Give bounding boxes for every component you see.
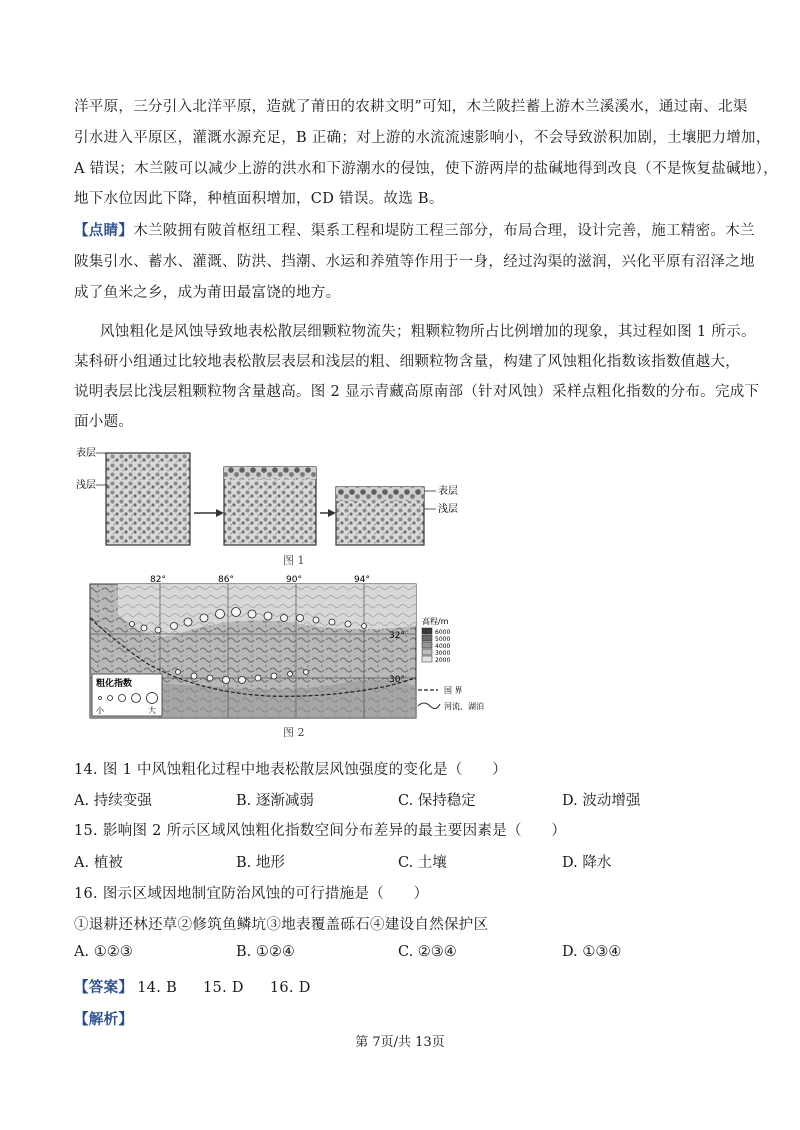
label-surface-3: 表层 [438, 486, 458, 497]
index-legend [92, 674, 162, 716]
comment-line-1 [74, 219, 755, 240]
arrow-1 [194, 509, 224, 517]
lon-label-94: 94° [354, 575, 370, 585]
lat-label-32: 32° [389, 631, 405, 641]
passage-line-4: 面小题。 [74, 414, 134, 430]
lat-label-30: 30° [389, 675, 405, 685]
label-shallow-1: 浅层 [76, 480, 96, 491]
boundary-label: 国 界 [444, 686, 463, 695]
answer-16: 16. D [269, 980, 311, 996]
elev-6000: 6000 [435, 629, 451, 636]
comment-tag: 【点睛】 [74, 222, 134, 239]
lon-label-82: 82° [150, 575, 166, 585]
answer-14: 14. B [137, 980, 178, 996]
q14-option-b[interactable]: B. 逐渐减弱 [236, 793, 314, 809]
elev-3000: 3000 [435, 650, 451, 657]
index-legend-title: 粗化指数 [96, 679, 133, 689]
q14-options [74, 789, 734, 811]
label-shallow-3: 浅层 [438, 504, 458, 515]
intro-line-2: 引水进入平原区，灌溉水源充足，B 正确；对上游的水流流速影响小，不会导致淤积加剧，土壤肥力增加， [74, 130, 771, 146]
analysis-tag: 【解析】 [74, 1011, 134, 1028]
q15-option-b[interactable]: B. 地形 [236, 855, 285, 871]
comment-line-2: 陂集引水、蓄水、灌溉、防洪、挡潮、水运和养殖等作用于一身，经过沟渠的滋润，兴化平原有沼泽之地 [74, 254, 755, 270]
q15-options [74, 851, 734, 873]
figure-2-caption: 图 2 [283, 726, 305, 739]
q16-option-c[interactable]: C. ②③④ [398, 944, 457, 960]
figure-1-caption: 图 1 [283, 554, 305, 567]
q14-option-c[interactable]: C. 保持稳定 [398, 793, 476, 809]
comment-text-1: 木兰陂拥有陂首枢纽工程、渠系工程和堤防工程三部分，布局合理，设计完善，施工精密。木兰 [133, 223, 755, 239]
answer-tag: 【答案】 [74, 979, 134, 996]
elev-4000: 4000 [435, 643, 451, 650]
elev-5000: 5000 [435, 636, 451, 643]
river-label: 河流、湖泊 [444, 702, 484, 711]
answer-15: 15. D [203, 980, 244, 996]
elev-2000: 2000 [435, 657, 451, 664]
block-initial [106, 453, 190, 545]
elevation-legend [422, 616, 450, 664]
figure-2-map [88, 574, 518, 722]
q14-option-a[interactable]: A. 持续变强 [74, 793, 152, 809]
q16-option-d[interactable]: D. ①③④ [562, 944, 622, 960]
q15-stem: 15. 影响图 2 所示区域风蚀粗化指数空间分布差异的最主要因素是（ ） [74, 823, 567, 839]
index-large-label: 大 [148, 706, 156, 715]
intro-line-1: 洋平原，三分引入北洋平原，造就了莆田的农耕文明”可知，木兰陂拦蓄上游木兰溪溪水，通过南、北渠 [74, 99, 748, 115]
elevation-title: 高程/m [422, 617, 449, 626]
label-surface-1: 表层 [76, 448, 96, 459]
passage-line-1: 风蚀粗化是风蚀导致地表松散层细颗粒物流失；粗颗粒物所占比例增加的现象，其过程如图 1 所示。 [100, 324, 756, 340]
answer-line [74, 976, 311, 997]
lon-label-90: 90° [286, 575, 302, 585]
block-middle [224, 467, 316, 545]
q15-option-c[interactable]: C. 土壤 [398, 855, 447, 871]
intro-line-3: A 错误；木兰陂可以减少上游的洪水和下游潮水的侵蚀，使下游两岸的盐碱地得到改良（不是恢复盐碱地）， [74, 161, 779, 177]
q16-option-a[interactable]: A. ①②③ [74, 944, 133, 960]
comment-line-3: 成了鱼米之乡，成为莆田最富饶的地方。 [74, 285, 341, 301]
arrow-2 [320, 509, 336, 517]
index-small-label: 小 [96, 706, 104, 715]
q16-sub: ①退耕还林还草②修筑鱼鳞坑③地表覆盖砾石④建设自然保护区 [74, 917, 489, 933]
passage-line-3: 说明表层比浅层粗颗粒物含量越高。图 2 显示青藏高原南部（针对风蚀）采样点粗化指数的分布。完成下 [74, 384, 760, 400]
q16-stem: 16. 图示区域因地制宜防治风蚀的可行措施是（ ） [74, 886, 429, 902]
line-legend [418, 686, 484, 711]
page-footer: 第 7页/共 13页 [355, 1035, 445, 1050]
q15-option-d[interactable]: D. 降水 [562, 855, 612, 871]
q16-option-b[interactable]: B. ①②④ [236, 944, 295, 960]
intro-line-4: 地下水位因此下降，种植面积增加，CD 错误。故选 B。 [74, 191, 444, 207]
lon-label-86: 86° [218, 575, 234, 585]
q16-options [74, 944, 734, 966]
block-final [336, 487, 424, 545]
q14-option-d[interactable]: D. 波动增强 [562, 793, 641, 809]
q14-stem: 14. 图 1 中风蚀粗化过程中地表松散层风蚀强度的变化是（ ） [74, 762, 508, 778]
q15-option-a[interactable]: A. 植被 [74, 855, 123, 871]
figure-1-diagram [74, 445, 474, 550]
passage-line-2: 某科研小组通过比较地表松散层表层和浅层的粗、细颗粒物含量，构建了风蚀粗化指数该指数值越大， [74, 354, 740, 370]
